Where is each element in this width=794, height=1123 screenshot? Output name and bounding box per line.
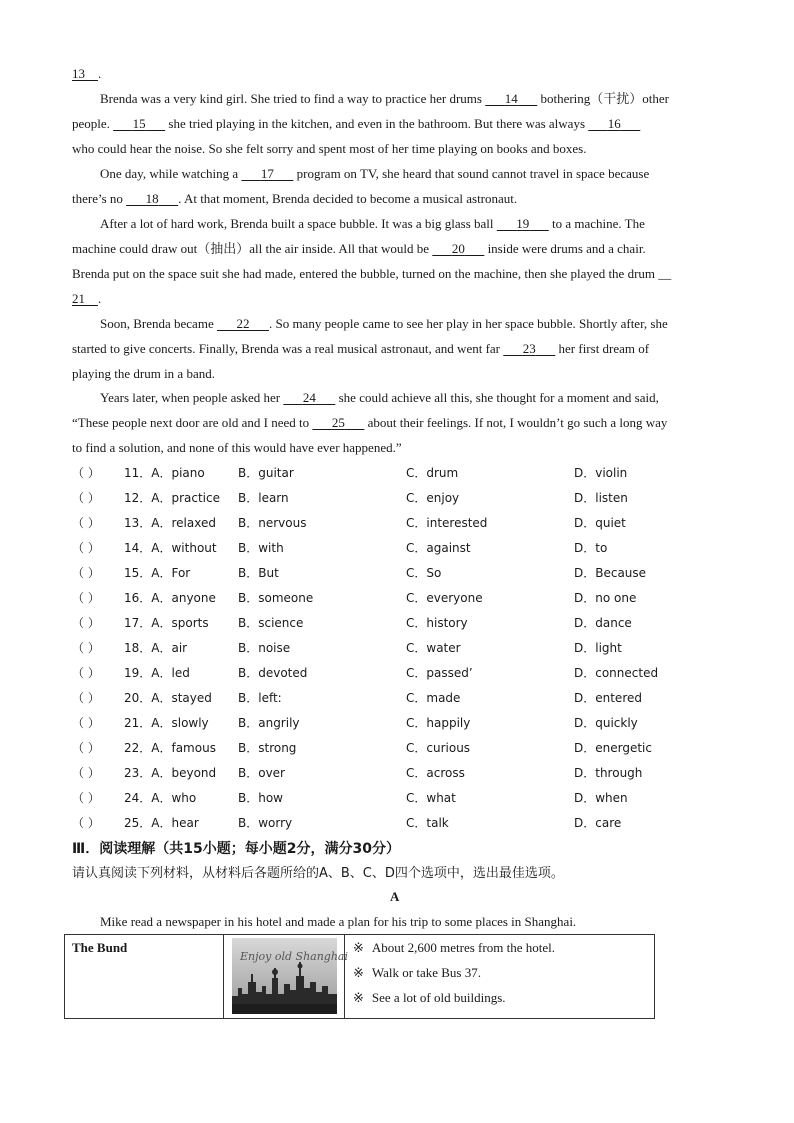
option-a: 11．A．piano bbox=[124, 466, 205, 480]
question-row bbox=[72, 765, 732, 781]
bullet-mark: ※ bbox=[353, 965, 364, 980]
fact-item bbox=[345, 960, 654, 985]
option-d: D．violin bbox=[574, 466, 628, 480]
option-c: C．interested bbox=[406, 516, 488, 530]
question-row bbox=[72, 540, 732, 556]
passage-line-4: who could hear the noise. So she felt sorry and spent most of her time playing on books and boxes. bbox=[72, 141, 587, 156]
answer-parens: （ ） bbox=[72, 466, 100, 480]
option-b: B．strong bbox=[238, 741, 297, 755]
reading-intro: Mike read a newspaper in his hotel and made a plan for his trip to some places in Shanghai. bbox=[100, 914, 577, 929]
option-a: 15．A．For bbox=[124, 566, 191, 580]
passage-line-9: Brenda put on the space suit she had made, entered the bubble, turned on the machine, then she played the drum __ bbox=[72, 266, 672, 281]
blank-20: 20 bbox=[451, 241, 465, 256]
option-b: B．devoted bbox=[238, 666, 308, 680]
option-a: 25．A．hear bbox=[124, 816, 199, 830]
place-name: The Bund bbox=[72, 940, 128, 955]
blank-13: 13 bbox=[72, 66, 85, 81]
facts-cell bbox=[345, 935, 655, 1019]
option-c: C．talk bbox=[406, 816, 449, 830]
option-a: 20．A．stayed bbox=[124, 691, 212, 705]
answer-parens: （ ） bbox=[72, 766, 100, 780]
section-title: Ⅲ．阅读理解（共15小题；每小题2分，满分30分） bbox=[72, 841, 400, 857]
question-row bbox=[72, 665, 732, 681]
option-d: D．quickly bbox=[574, 716, 638, 730]
blank-14: 14 bbox=[504, 91, 518, 106]
option-d: D．no one bbox=[574, 591, 637, 605]
passage-line-14: Years later, when people asked her 24 she could achieve all this, she thought for a moment and said, bbox=[100, 390, 659, 405]
option-d: D．light bbox=[574, 641, 622, 655]
question-row bbox=[72, 615, 732, 631]
option-c: C．enjoy bbox=[406, 491, 460, 505]
section-instructions: 请认真阅读下列材料，从材料后各题所给的A、B、C、D四个选项中，选出最佳选项。 bbox=[72, 866, 564, 881]
passage-line-2: Brenda was a very kind girl. She tried to find a way to practice her drums 14 bothering（干扰）other bbox=[100, 91, 669, 106]
blank-19: 19 bbox=[516, 216, 530, 231]
option-c: C．across bbox=[406, 766, 465, 780]
fact-text: About 2,600 metres from the hotel. bbox=[371, 940, 555, 955]
option-a: 13．A．relaxed bbox=[124, 516, 216, 530]
option-a: 19．A．led bbox=[124, 666, 190, 680]
question-row bbox=[72, 465, 732, 481]
passage-letter: A bbox=[390, 889, 400, 904]
option-c: C．made bbox=[406, 691, 461, 705]
option-d: D．connected bbox=[574, 666, 659, 680]
blank-22: 22 bbox=[236, 316, 250, 331]
answer-parens: （ ） bbox=[72, 791, 100, 805]
skyline-image bbox=[232, 938, 349, 1014]
option-b: B．nervous bbox=[238, 516, 307, 530]
passage-line-10: 21 . bbox=[72, 291, 102, 306]
answer-parens: （ ） bbox=[72, 666, 100, 680]
option-b: B．angrily bbox=[238, 716, 300, 730]
fact-item bbox=[345, 985, 654, 1010]
option-d: D．listen bbox=[574, 491, 628, 505]
option-c: C．So bbox=[406, 566, 442, 580]
question-row bbox=[72, 565, 732, 581]
option-c: C．water bbox=[406, 641, 461, 655]
table-row bbox=[65, 935, 655, 1019]
answer-parens: （ ） bbox=[72, 616, 100, 630]
answer-parens: （ ） bbox=[72, 591, 100, 605]
option-d: D．dance bbox=[574, 616, 632, 630]
option-d: D．entered bbox=[574, 691, 642, 705]
option-c: C．passed’ bbox=[406, 666, 473, 680]
passage-line-1: 13 . bbox=[72, 66, 102, 81]
passage-line-12: started to give concerts. Finally, Brenda was a real musical astronaut, and went far 23 her first dream of bbox=[72, 341, 650, 356]
passage-line-5: One day, while watching a 17 program on TV, she heard that sound cannot travel in space because bbox=[100, 166, 650, 181]
question-row bbox=[72, 740, 732, 756]
question-row bbox=[72, 515, 732, 531]
option-a: 22．A．famous bbox=[124, 741, 216, 755]
option-b: B．left: bbox=[238, 691, 282, 705]
option-c: C．curious bbox=[406, 741, 471, 755]
place-name-cell bbox=[65, 935, 224, 1019]
option-c: C．drum bbox=[406, 466, 459, 480]
fact-text: See a lot of old buildings. bbox=[371, 990, 506, 1005]
option-b: B．someone bbox=[238, 591, 314, 605]
question-row bbox=[72, 590, 732, 606]
photo-caption: Enjoy old Shanghai bbox=[240, 950, 349, 963]
option-c: C．history bbox=[406, 616, 468, 630]
bullet-mark: ※ bbox=[353, 990, 364, 1005]
option-a: 12．A．practice bbox=[124, 491, 221, 505]
blank-16: 16 bbox=[607, 116, 621, 131]
answer-parens: （ ） bbox=[72, 716, 100, 730]
option-d: D．when bbox=[574, 791, 628, 805]
option-c: C．happily bbox=[406, 716, 471, 730]
option-b: B．with bbox=[238, 541, 284, 555]
passage-line-7: After a lot of hard work, Brenda built a space bubble. It was a big glass ball 19 to a machine. The bbox=[100, 216, 645, 231]
option-a: 14．A．without bbox=[124, 541, 217, 555]
blank-25: 25 bbox=[331, 415, 345, 430]
answer-parens: （ ） bbox=[72, 541, 100, 555]
question-row bbox=[72, 640, 732, 656]
bullet-mark: ※ bbox=[353, 940, 364, 955]
fact-item bbox=[345, 935, 654, 960]
question-row bbox=[72, 715, 732, 731]
option-c: C．everyone bbox=[406, 591, 483, 605]
option-a: 16．A．anyone bbox=[124, 591, 216, 605]
option-a: 18．A．air bbox=[124, 641, 188, 655]
blank-17: 17 bbox=[260, 166, 274, 181]
option-b: B．over bbox=[238, 766, 285, 780]
answer-parens: （ ） bbox=[72, 741, 100, 755]
blank-15: 15 bbox=[132, 116, 146, 131]
option-b: B．guitar bbox=[238, 466, 294, 480]
answer-parens: （ ） bbox=[72, 816, 100, 830]
option-b: B．worry bbox=[238, 816, 293, 830]
option-a: 17．A．sports bbox=[124, 616, 209, 630]
option-d: D．energetic bbox=[574, 741, 652, 755]
passage-line-15: “These people next door are old and I need to 25 about their feelings. If not, I wouldn’t go such a long way bbox=[72, 415, 668, 430]
blank-21: 21 bbox=[72, 291, 85, 306]
option-d: D．quiet bbox=[574, 516, 626, 530]
option-d: D．to bbox=[574, 541, 608, 555]
question-row bbox=[72, 790, 732, 806]
option-c: C．against bbox=[406, 541, 471, 555]
passage-line-6: there’s no 18 . At that moment, Brenda decided to become a musical astronaut. bbox=[72, 191, 518, 206]
fact-text: Walk or take Bus 37. bbox=[371, 965, 481, 980]
passage-line-11: Soon, Brenda became 22 . So many people came to see her play in her space bubble. Shortly after, she bbox=[100, 316, 668, 331]
passage-line-13: playing the drum in a band. bbox=[72, 366, 215, 381]
option-d: D．through bbox=[574, 766, 643, 780]
option-a: 23．A．beyond bbox=[124, 766, 217, 780]
option-a: 24．A．who bbox=[124, 791, 197, 805]
blank-23: 23 bbox=[522, 341, 536, 356]
option-d: D．care bbox=[574, 816, 622, 830]
question-row bbox=[72, 490, 732, 506]
answer-parens: （ ） bbox=[72, 691, 100, 705]
option-c: C．what bbox=[406, 791, 456, 805]
option-d: D．Because bbox=[574, 566, 647, 580]
question-row bbox=[72, 690, 732, 706]
bund-photo bbox=[232, 938, 349, 1014]
answer-parens: （ ） bbox=[72, 566, 100, 580]
option-b: B．noise bbox=[238, 641, 291, 655]
answer-parens: （ ） bbox=[72, 516, 100, 530]
passage-line-16: to find a solution, and none of this would have ever happened.” bbox=[72, 440, 402, 455]
answer-parens: （ ） bbox=[72, 491, 100, 505]
question-row bbox=[72, 815, 732, 831]
blank-18: 18 bbox=[145, 191, 159, 206]
blank-24: 24 bbox=[302, 390, 316, 405]
passage-line-8: machine could draw out（抽出）all the air inside. All that would be 20 inside were drums and a chair. bbox=[72, 241, 646, 256]
info-table bbox=[64, 934, 655, 1019]
photo-cell bbox=[224, 935, 349, 1019]
option-b: B．how bbox=[238, 791, 283, 805]
option-b: B．science bbox=[238, 616, 304, 630]
option-b: B．learn bbox=[238, 491, 289, 505]
option-a: 21．A．slowly bbox=[124, 716, 209, 730]
answer-parens: （ ） bbox=[72, 641, 100, 655]
option-b: B．But bbox=[238, 566, 279, 580]
passage-line-3: people. 15 she tried playing in the kitchen, and even in the bathroom. But there was always 16 bbox=[72, 116, 722, 132]
